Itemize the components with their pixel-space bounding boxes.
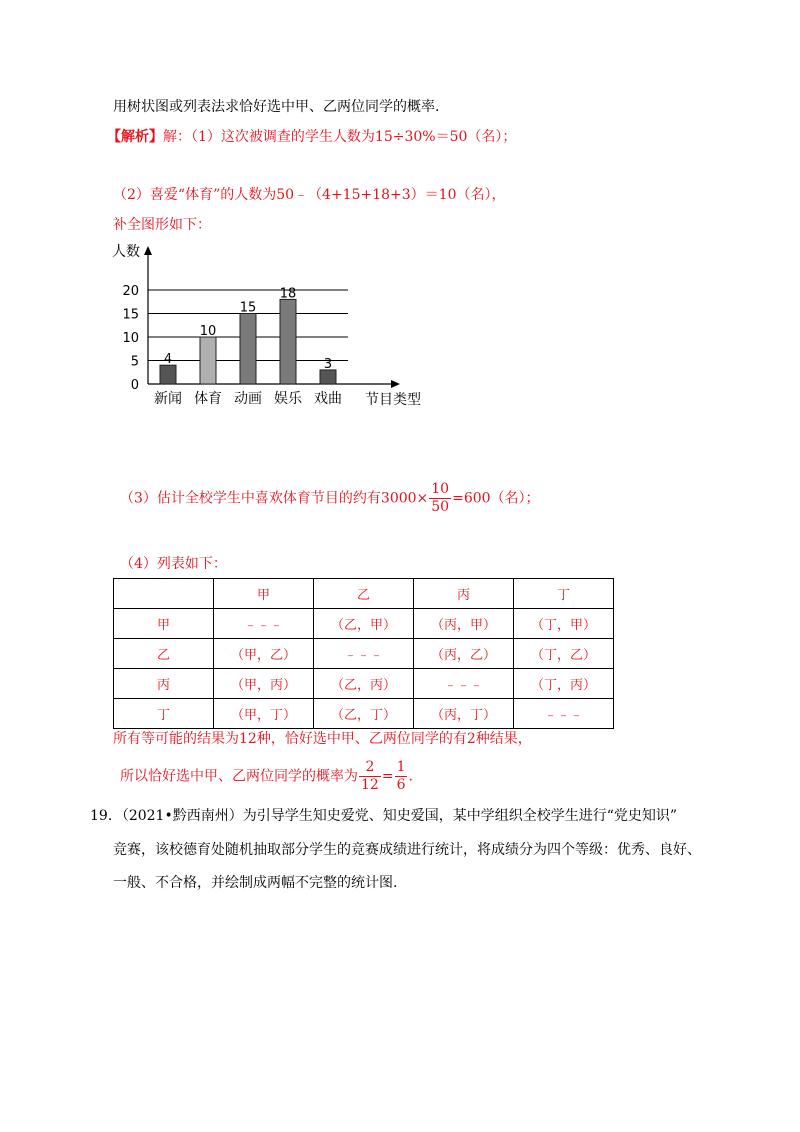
question19-line1: 19．（2021•黔西南州）为引导学生知史爱党、知史爱国，某中学组织全校学生进行“党史知识”	[90, 808, 678, 824]
result-line: 所有等可能的结果为12种，恰好选中甲、乙两位同学的有2种结果，	[113, 731, 532, 747]
y-tick-label: 0	[130, 378, 139, 393]
question19-line3: 一般、不合格，并绘制成两幅不完整的统计图.	[113, 875, 398, 891]
table-cell: （甲，丙）	[214, 669, 314, 699]
table-cell: 丙	[114, 669, 214, 699]
answer-part4: （4）列表如下：	[120, 556, 227, 572]
table-header-cell: 乙	[314, 579, 414, 609]
answer-part3	[120, 481, 540, 516]
outcome-table	[113, 578, 614, 729]
prob-prefix: 所以恰好选中甲、乙两位同学的概率为	[120, 768, 358, 785]
bar-value-label: 10	[199, 324, 217, 339]
bar-value-label: 3	[323, 356, 333, 372]
question19-line2: 竞赛，该校德育处随机抽取部分学生的竞赛成绩进行统计，将成绩分为四个等级：优秀、良好、	[113, 842, 701, 858]
category-label: 戏曲	[314, 391, 342, 407]
y-axis-arrow	[144, 246, 152, 255]
y-tick-label: 20	[122, 284, 139, 299]
category-label: 动画	[234, 391, 262, 407]
table-header-cell	[114, 579, 214, 609]
y-axis-title: 人数	[112, 244, 140, 260]
table-header-cell: 甲	[214, 579, 314, 609]
table-cell: （乙，丁）	[314, 699, 414, 729]
table-cell: （甲，丁）	[214, 699, 314, 729]
bar-value-label: 18	[279, 286, 297, 302]
table-cell: （丙，丁）	[414, 699, 514, 729]
part3-denominator: 50	[431, 499, 450, 515]
table-cell: （丁，甲）	[514, 609, 614, 639]
part3-prefix: （3）估计全校学生中喜欢体育节目的约有3000×	[120, 490, 429, 507]
table-cell: ﹣﹣﹣	[214, 609, 314, 639]
table-cell: ﹣﹣﹣	[514, 699, 614, 729]
table-cell: （丙，乙）	[414, 639, 514, 669]
prob-fraction-2	[395, 759, 408, 794]
table-cell: （丙，甲）	[414, 609, 514, 639]
bar	[320, 370, 336, 384]
answer-tag: 【解析】	[107, 129, 163, 145]
prob-denominator-2: 6	[396, 777, 406, 793]
category-label: 体育	[194, 391, 222, 407]
x-axis-title: 节目类型	[365, 392, 421, 408]
bar-value-label: 4	[163, 352, 173, 368]
table-cell: 丁	[114, 699, 214, 729]
prob-equals: =	[381, 768, 394, 785]
table-cell: ﹣﹣﹣	[314, 639, 414, 669]
answer-part1-text: 解：（1）这次被调查的学生人数为15÷30%＝50（名）；	[163, 129, 517, 145]
part3-suffix: =600（名）；	[452, 490, 540, 507]
prob-numerator-1: 2	[359, 759, 381, 777]
part3-numerator: 10	[431, 481, 450, 497]
table-row	[114, 639, 614, 669]
table-cell: （丁，丙）	[514, 669, 614, 699]
bar	[280, 299, 296, 384]
table-cell: （甲，乙）	[214, 639, 314, 669]
bar	[240, 314, 256, 385]
answer-part2: （2）喜爱“体育”的人数为50﹣（4+15+18+3）＝10（名），	[113, 187, 506, 203]
table-header-row	[114, 579, 614, 609]
intro-line: 用树状图或列表法求恰好选中甲、乙两位同学的概率.	[113, 99, 440, 115]
bar	[200, 337, 216, 384]
table-header-cell: 丁	[514, 579, 614, 609]
table-cell: （丁，乙）	[514, 639, 614, 669]
part3-fraction	[429, 481, 451, 516]
prob-numerator-2: 1	[396, 759, 406, 775]
table-row	[114, 669, 614, 699]
probability-line	[120, 759, 413, 794]
y-tick-label: 5	[130, 354, 139, 370]
table-cell: ﹣﹣﹣	[414, 669, 514, 699]
table-cell: 乙	[114, 639, 214, 669]
table-cell: （乙，丙）	[314, 669, 414, 699]
table-cell: 甲	[114, 609, 214, 639]
y-tick-label: 15	[122, 307, 139, 323]
x-axis-arrow	[391, 380, 400, 388]
table-row	[114, 609, 614, 639]
category-label: 新闻	[154, 391, 182, 407]
prob-fraction-1	[359, 759, 381, 794]
answer-part1	[107, 127, 516, 147]
prob-denominator-1: 12	[361, 777, 379, 793]
bar-value-label: 15	[239, 300, 257, 316]
bar	[160, 365, 176, 384]
table-cell: （乙，甲）	[314, 609, 414, 639]
prob-end: .	[408, 768, 413, 785]
bar-chart	[110, 238, 430, 410]
answer-part2-note: 补全图形如下：	[113, 217, 211, 233]
y-tick-label: 10	[122, 331, 139, 346]
table-header-cell: 丙	[414, 579, 514, 609]
category-label: 娱乐	[274, 391, 302, 407]
table-row	[114, 699, 614, 729]
